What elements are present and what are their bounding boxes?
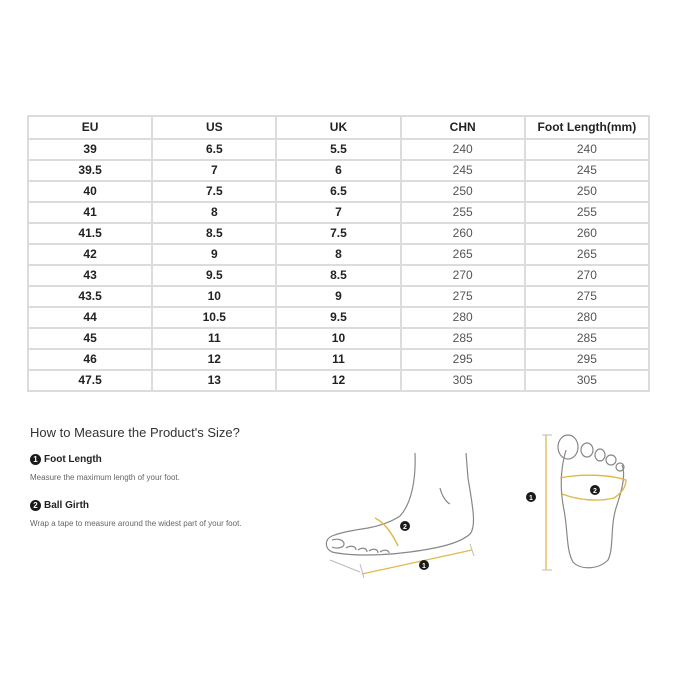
header-us: US: [152, 116, 276, 139]
cell-eu: 46: [28, 349, 152, 370]
cell-chn: 245: [401, 160, 525, 181]
cell-eu: 47.5: [28, 370, 152, 391]
table-body: [28, 139, 649, 391]
cell-us: 9: [152, 244, 276, 265]
table-row: [28, 223, 649, 244]
side-foot-illustration-icon: [320, 448, 490, 578]
cell-foot-length: 240: [525, 139, 649, 160]
cell-eu: 39.5: [28, 160, 152, 181]
cell-foot-length: 295: [525, 349, 649, 370]
cell-uk: 8.5: [276, 265, 400, 286]
cell-chn: 250: [401, 181, 525, 202]
cell-us: 8: [152, 202, 276, 223]
ball-girth-desc: Wrap a tape to measure around the widest part of your foot.: [30, 519, 242, 528]
cell-uk: 6: [276, 160, 400, 181]
number-2-icon: 2: [30, 500, 41, 511]
cell-uk: 7: [276, 202, 400, 223]
cell-chn: 255: [401, 202, 525, 223]
cell-us: 8.5: [152, 223, 276, 244]
number-1-icon: 1: [30, 454, 41, 465]
table-row: [28, 286, 649, 307]
cell-us: 7.5: [152, 181, 276, 202]
svg-text:1: 1: [422, 563, 426, 570]
foot-length-title: [30, 454, 102, 465]
cell-us: 9.5: [152, 265, 276, 286]
cell-chn: 270: [401, 265, 525, 286]
cell-chn: 285: [401, 328, 525, 349]
header-foot-length: Foot Length(mm): [525, 116, 649, 139]
table-row: [28, 349, 649, 370]
measure-guide-heading: How to Measure the Product's Size?: [30, 425, 240, 440]
header-eu: EU: [28, 116, 152, 139]
cell-us: 10.5: [152, 307, 276, 328]
cell-eu: 39: [28, 139, 152, 160]
cell-us: 12: [152, 349, 276, 370]
svg-text:1: 1: [529, 495, 533, 502]
table-header-row: [28, 116, 649, 139]
cell-us: 11: [152, 328, 276, 349]
cell-foot-length: 275: [525, 286, 649, 307]
cell-eu: 41: [28, 202, 152, 223]
cell-foot-length: 270: [525, 265, 649, 286]
cell-foot-length: 265: [525, 244, 649, 265]
cell-foot-length: 305: [525, 370, 649, 391]
cell-eu: 43.5: [28, 286, 152, 307]
table-row: [28, 307, 649, 328]
cell-chn: 295: [401, 349, 525, 370]
cell-eu: 45: [28, 328, 152, 349]
cell-uk: 8: [276, 244, 400, 265]
cell-uk: 12: [276, 370, 400, 391]
cell-foot-length: 260: [525, 223, 649, 244]
size-chart-table: [27, 115, 650, 392]
sole-foot-illustration-icon: [518, 430, 638, 575]
cell-uk: 7.5: [276, 223, 400, 244]
svg-text:2: 2: [403, 524, 407, 531]
cell-uk: 10: [276, 328, 400, 349]
table-row: [28, 244, 649, 265]
cell-chn: 280: [401, 307, 525, 328]
cell-eu: 40: [28, 181, 152, 202]
cell-eu: 44: [28, 307, 152, 328]
cell-us: 10: [152, 286, 276, 307]
cell-us: 6.5: [152, 139, 276, 160]
cell-chn: 240: [401, 139, 525, 160]
cell-chn: 275: [401, 286, 525, 307]
cell-eu: 41.5: [28, 223, 152, 244]
table-row: [28, 160, 649, 181]
svg-text:2: 2: [593, 488, 597, 495]
table-row: [28, 265, 649, 286]
cell-us: 13: [152, 370, 276, 391]
cell-foot-length: 245: [525, 160, 649, 181]
cell-foot-length: 250: [525, 181, 649, 202]
ball-girth-title: [30, 500, 89, 511]
cell-eu: 43: [28, 265, 152, 286]
table-row: [28, 328, 649, 349]
cell-uk: 5.5: [276, 139, 400, 160]
cell-chn: 265: [401, 244, 525, 265]
cell-uk: 9: [276, 286, 400, 307]
table-row: [28, 370, 649, 391]
table-row: [28, 139, 649, 160]
cell-eu: 42: [28, 244, 152, 265]
cell-foot-length: 280: [525, 307, 649, 328]
cell-uk: 6.5: [276, 181, 400, 202]
cell-foot-length: 255: [525, 202, 649, 223]
table-row: [28, 202, 649, 223]
header-uk: UK: [276, 116, 400, 139]
header-chn: CHN: [401, 116, 525, 139]
cell-chn: 260: [401, 223, 525, 244]
foot-length-desc: Measure the maximum length of your foot.: [30, 473, 180, 482]
table-row: [28, 181, 649, 202]
cell-uk: 9.5: [276, 307, 400, 328]
cell-foot-length: 285: [525, 328, 649, 349]
cell-chn: 305: [401, 370, 525, 391]
ball-girth-label: Ball Girth: [44, 500, 90, 511]
foot-length-label: Foot Length: [44, 454, 102, 465]
cell-uk: 11: [276, 349, 400, 370]
cell-us: 7: [152, 160, 276, 181]
